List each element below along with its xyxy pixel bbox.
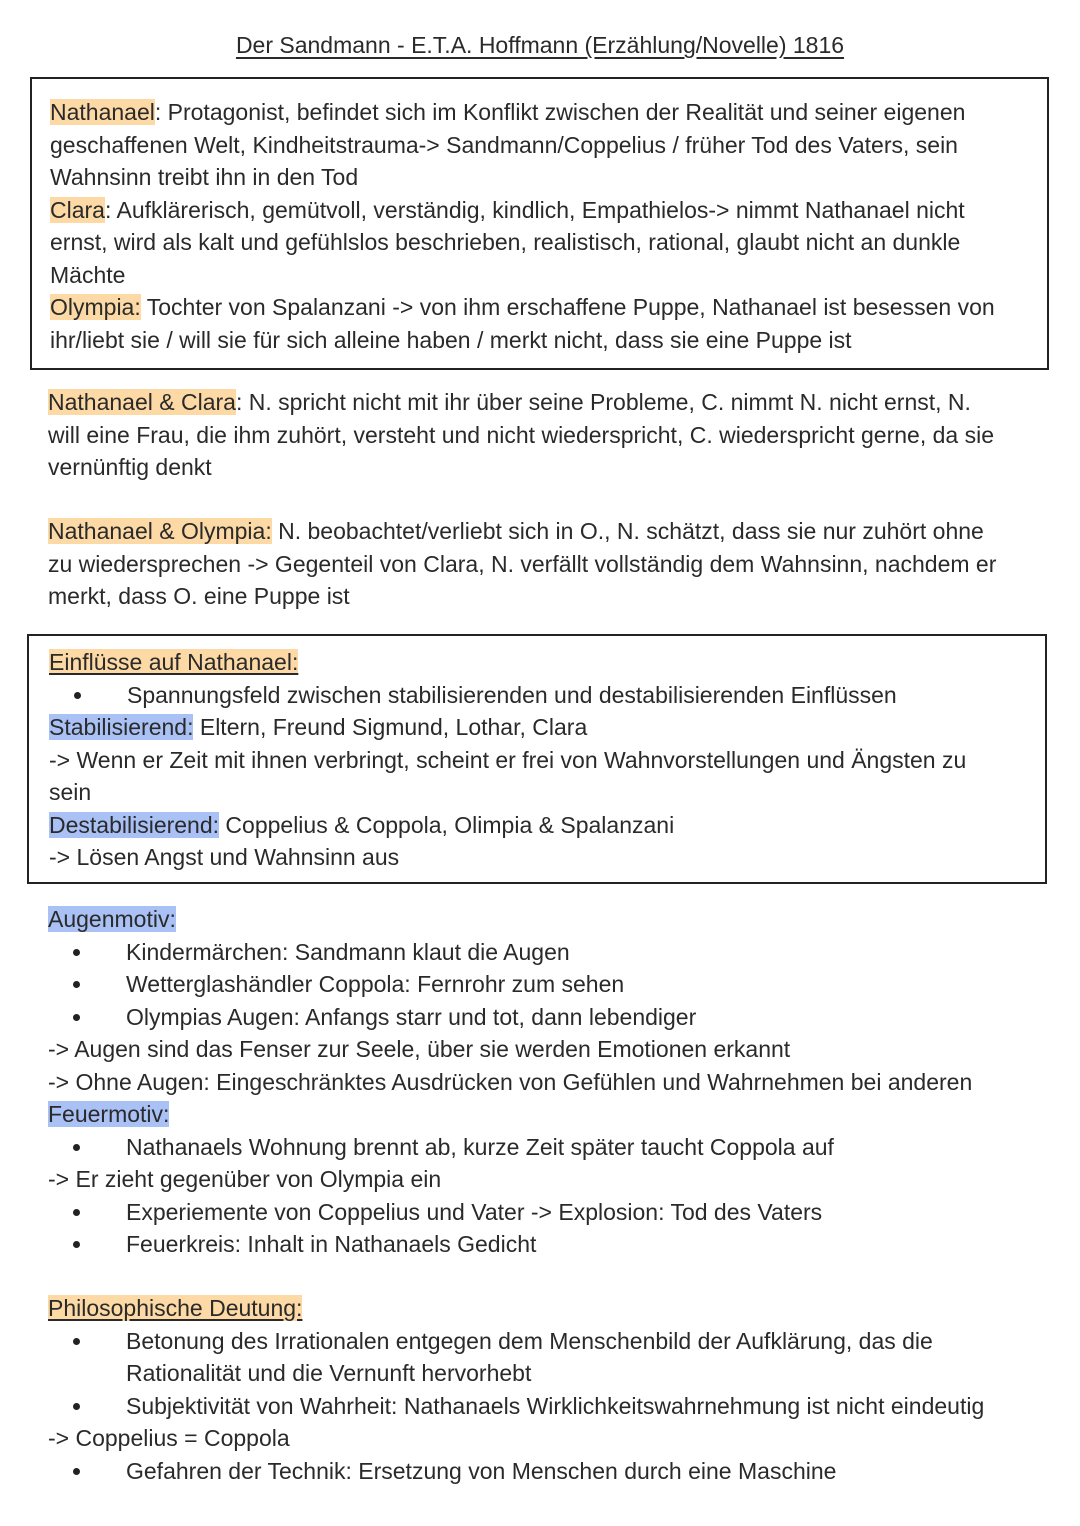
list-item: Kindermärchen: Sandmann klaut die Augen [48,936,1058,969]
list-item: Betonung des Irrationalen entgegen dem Menschenbild der Aufklärung, das die [48,1325,1058,1358]
philosophy-heading: Philosophische Deutung: [48,1295,303,1321]
character-desc-line: geschaffenen Welt, Kindheitstrauma-> Sandmann/Coppelius / früher Tod des Vaters, sein [50,131,958,158]
character-desc-line: Mächte [50,261,126,288]
list-item: Experiemente von Coppelius und Vater -> Explosion: Tod des Vaters [48,1196,1058,1229]
relation-nathanael-clara: Nathanael & Clara: N. spricht nicht mit ihr über seine Probleme, C. nimmt N. nicht ernst, N. will eine Frau, die ihm zuhört, versteht und nicht wiederspricht, C. wiederspricht gerne, da sie vernünftig denkt [48,389,994,480]
character-desc-line: Wahnsinn treibt ihn in den Tod [50,164,359,190]
character-clara: Clara: Aufklärerisch, gemütvoll, verständig, kindlich, Empathielos-> nimmt Nathanael nicht ernst, wird als kalt und gefühlslos beschrieben, realistisch, rational, glaubt nicht an dunkle Mächte [50,194,1029,292]
characters-box [30,77,1049,370]
character-olympia [50,291,1029,356]
influences-heading: Einflüsse auf Nathanael: [49,649,299,675]
character-name: Nathanael [50,99,155,125]
character-desc-line: Protagonist, befindet sich im Konflikt zwischen der Realität und seiner eigenen [167,99,966,125]
character-name: Olympia: [50,294,141,320]
eye-motif-heading: Augenmotiv: [48,906,176,932]
destabilizing-label: Destabilisierend: [49,811,220,838]
list-item: Wetterglashändler Coppola: Fernrohr zum sehen [48,968,1058,1001]
relation-title: Nathanael & Olympia: [48,518,272,544]
influences-box: Einflüsse auf Nathanael: Spannungsfeld zwischen stabilisierenden und destabilisierenden Einflüssen Stabilisierend: Eltern, Freund Sigmund, Lothar, Clara -> Wenn er Zeit mit ihnen verbringt, scheint er frei von Wahnvorstellungen und Ängsten zu sein Destabilisierend: Coppelius & Coppola, Olimpia & Spalanzani -> Lösen Angst und Wahnsinn aus [27,634,1047,884]
relation-nathanael-olympia: Nathanael & Olympia: N. beobachtet/verliebt sich in O., N. schätzt, dass sie nur zuhört ohne zu wiedersprechen -> Gegenteil von Clara, N. verfällt vollständig dem Wahnsinn, nachdem er merkt, dass O. eine Puppe ist [48,518,997,609]
page-title: Der Sandmann - E.T.A. Hoffmann (Erzählung/Novelle) 1816 [235,32,845,58]
motifs-section: Augenmotiv: Kindermärchen: Sandmann klaut die Augen Wetterglashändler Coppola: Fernrohr zum sehen Olympias Augen: Anfangs starr und tot, dann lebendiger -> Augen sind das Fenser zur Seele, über sie werden Emotionen erkannt -> Ohne Augen: Eingeschränktes Ausdrücken von Gefühlen und Wahrnehmen bei anderen Feuermotiv: Nathanaels Wohnung brennt ab, kurze Zeit später taucht Coppola auf -> Er zieht gegenüber von Olympia ein Experiemente von Coppelius und Vater -> Explosion: Tod des Vaters Feuerkreis: Inhalt in Nathanaels Gedicht [48,903,1058,1261]
list-item: Gefahren der Technik: Ersetzung von Menschen durch eine Maschine [48,1455,1058,1488]
list-item: Olympias Augen: Anfangs starr und tot, dann lebendiger [48,1001,1058,1034]
character-desc-line: Aufklärerisch, gemütvoll, verständig, kindlich, Empathielos-> nimmt Nathanael nicht [116,196,965,223]
character-name: Clara [50,196,105,223]
character-desc-line: ihr/liebt sie / will sie für sich alleine haben / merkt nicht, dass sie eine Puppe ist [50,326,852,353]
fire-motif-heading: Feuermotiv: [48,1101,170,1127]
character-desc-line: Tochter von Spalanzani -> von ihm erschaffene Puppe, Nathanael ist besessen von [146,294,995,320]
philosophy-section: Philosophische Deutung: Betonung des Irrationalen entgegen dem Menschenbild der Aufklärung, das die Rationalität und die Vernunft hervorhebt Subjektivität von Wahrheit: Nathanaels Wirklichkeitswahrnehmung ist nicht eindeutig -> Coppelius = Coppola Gefahren der Technik: Ersetzung von Menschen durch eine Maschine [48,1292,1058,1487]
character-nathanael: Nathanael: Protagonist, befindet sich im Konflikt zwischen der Realität und seiner eigenen geschaffenen Welt, Kindheitstrauma-> Sandmann/Coppelius / früher Tod des Vaters, sein Wahnsinn treibt ihn in den Tod [50,96,1029,194]
relation-title: Nathanael & Clara [48,389,236,415]
list-item: Spannungsfeld zwischen stabilisierenden und destabilisierenden Einflüssen [49,679,1027,712]
character-desc-line: ernst, wird als kalt und gefühlslos beschrieben, realistisch, rational, glaubt nicht an dunkle [50,229,961,255]
list-item: Feuerkreis: Inhalt in Nathanaels Gedicht [48,1228,1058,1261]
list-item: Nathanaels Wohnung brennt ab, kurze Zeit später taucht Coppola auf [48,1131,1058,1164]
stabilizing-label: Stabilisierend: [49,714,194,740]
list-item: Subjektivität von Wahrheit: Nathanaels Wirklichkeitswahrnehmung ist nicht eindeutig [48,1390,1058,1423]
